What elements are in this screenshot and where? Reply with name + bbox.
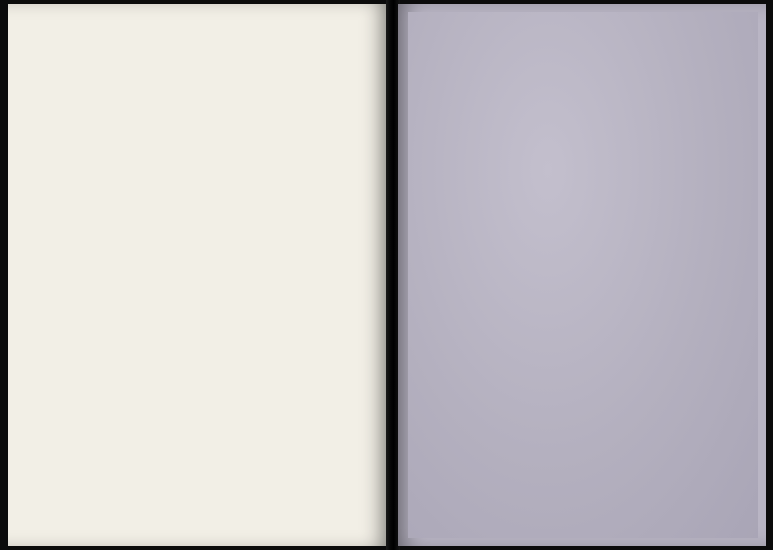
text-column [32, 22, 364, 31]
right-plate-page [398, 4, 766, 546]
left-text-page [8, 4, 388, 546]
coin-plate [408, 12, 758, 538]
